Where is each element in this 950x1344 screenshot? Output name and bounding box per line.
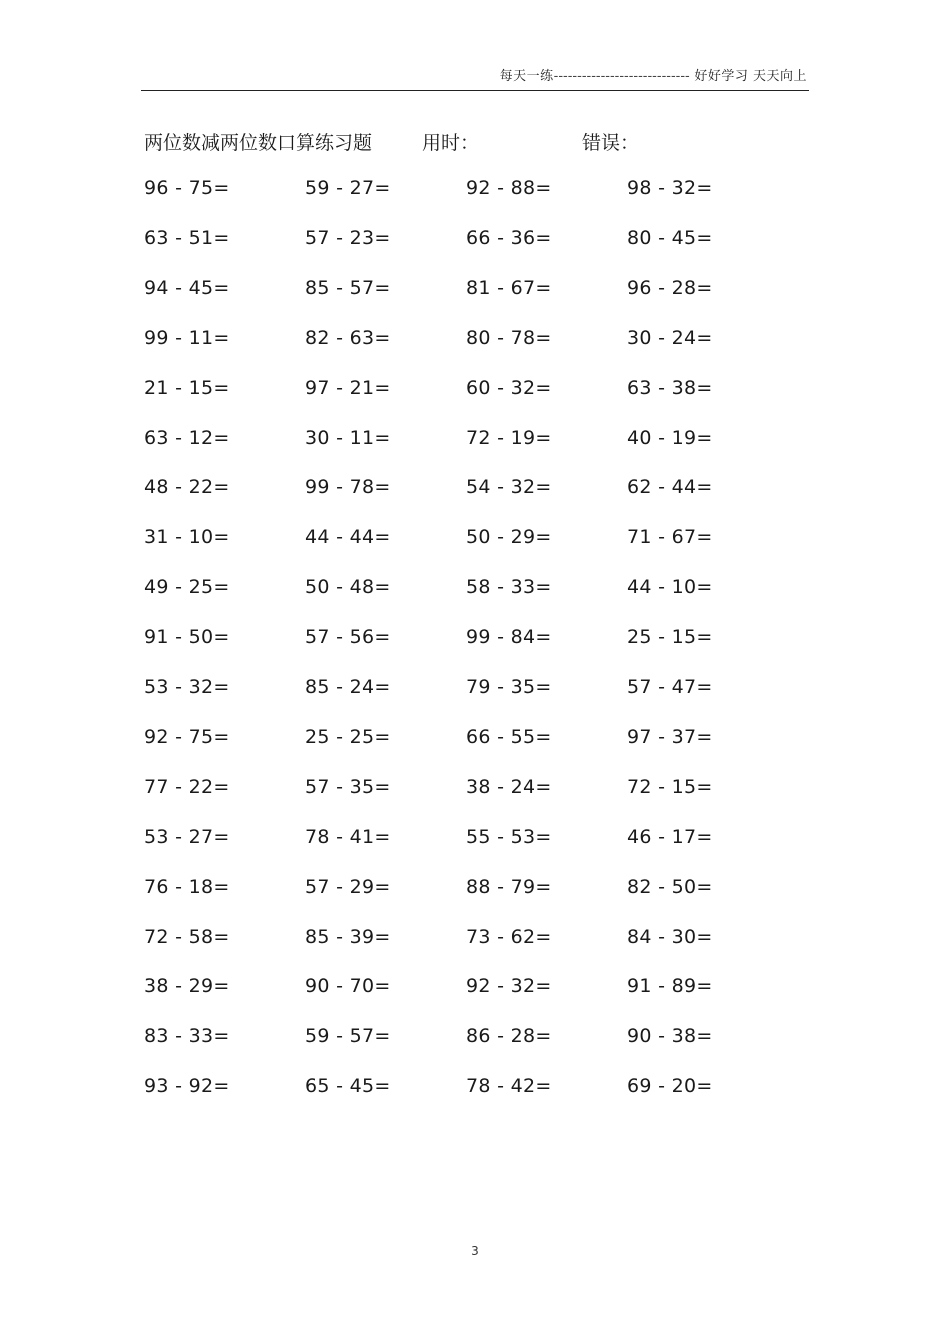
problem-item: 92 - 32= (466, 975, 552, 998)
problem-item: 76 - 18= (144, 875, 230, 898)
problem-item: 85 - 24= (305, 676, 391, 698)
problem-item: 82 - 63= (305, 326, 391, 349)
problem-item: 80 - 45= (627, 226, 713, 249)
problem-item: 57 - 56= (305, 626, 391, 649)
problem-item: 81 - 67= (466, 276, 552, 299)
problem-item: 54 - 32= (466, 476, 552, 499)
page-number: 3 (471, 1244, 479, 1258)
problem-item: 63 - 12= (144, 426, 230, 449)
problem-item: 86 - 28= (466, 1025, 552, 1048)
problem-item: 58 - 33= (466, 576, 552, 599)
problem-item: 50 - 29= (466, 526, 552, 549)
problem-item: 96 - 28= (627, 276, 713, 299)
problem-item: 91 - 89= (627, 975, 713, 998)
problem-item: 78 - 41= (305, 825, 391, 848)
problem-item: 57 - 29= (305, 875, 391, 898)
problem-item: 90 - 70= (305, 975, 391, 998)
problem-item: 48 - 22= (144, 476, 230, 499)
problem-item: 92 - 88= (466, 177, 552, 199)
header-dashes: ----------------------------- (553, 69, 690, 84)
problem-item: 83 - 33= (144, 1025, 230, 1048)
problem-item: 85 - 57= (305, 276, 391, 299)
problem-item: 53 - 27= (144, 825, 230, 848)
problem-item: 71 - 67= (627, 526, 713, 549)
errors-label: 错误： (582, 132, 640, 154)
problem-item: 40 - 19= (627, 426, 713, 449)
problem-item: 97 - 21= (305, 376, 391, 399)
problem-item: 92 - 75= (144, 725, 230, 748)
header-right-text: 好好学习 天天向上 (694, 69, 807, 84)
problem-item: 80 - 78= (466, 326, 552, 349)
problem-item: 73 - 62= (466, 925, 552, 948)
problem-item: 66 - 55= (466, 725, 552, 748)
problem-item: 96 - 75= (144, 177, 230, 199)
problem-item: 82 - 50= (627, 875, 713, 898)
problem-item: 38 - 24= (466, 775, 552, 798)
problem-item: 84 - 30= (627, 925, 713, 948)
problem-item: 59 - 57= (305, 1025, 391, 1048)
problem-item: 69 - 20= (627, 1075, 713, 1098)
time-label: 用时： (422, 132, 480, 154)
problem-item: 99 - 78= (305, 476, 391, 499)
problem-item: 72 - 15= (627, 775, 713, 798)
problem-item: 57 - 35= (305, 775, 391, 798)
problem-item: 63 - 38= (627, 376, 713, 399)
problem-item: 31 - 10= (144, 526, 230, 549)
problem-item: 66 - 36= (466, 226, 552, 249)
header-left-text: 每天一练 (499, 69, 554, 84)
problem-item: 53 - 32= (144, 676, 230, 698)
problem-item: 99 - 11= (144, 326, 230, 349)
problem-item: 91 - 50= (144, 626, 230, 649)
worksheet-title: 两位数减两位数口算练习题 (144, 132, 373, 154)
problem-item: 57 - 23= (305, 226, 391, 249)
problem-item: 93 - 92= (144, 1075, 230, 1098)
problem-item: 99 - 84= (466, 626, 552, 649)
problem-item: 88 - 79= (466, 875, 552, 898)
problem-item: 57 - 47= (627, 676, 713, 698)
problem-item: 97 - 37= (627, 725, 713, 748)
problem-item: 30 - 24= (627, 326, 713, 349)
problem-item: 79 - 35= (466, 676, 552, 698)
problem-item: 25 - 25= (305, 725, 391, 748)
problem-item: 21 - 15= (144, 376, 230, 399)
problem-item: 63 - 51= (144, 226, 230, 249)
problem-item: 59 - 27= (305, 177, 391, 199)
problem-item: 50 - 48= (305, 576, 391, 599)
problem-item: 25 - 15= (627, 626, 713, 649)
problem-item: 78 - 42= (466, 1075, 552, 1098)
problem-item: 77 - 22= (144, 775, 230, 798)
problem-item: 44 - 44= (305, 526, 391, 549)
problem-item: 38 - 29= (144, 975, 230, 998)
problem-item: 98 - 32= (627, 177, 713, 199)
problem-item: 55 - 53= (466, 825, 552, 848)
problem-item: 94 - 45= (144, 276, 230, 299)
problem-item: 49 - 25= (144, 576, 230, 599)
problem-item: 60 - 32= (466, 376, 552, 399)
problem-item: 72 - 58= (144, 925, 230, 948)
problem-item: 90 - 38= (627, 1025, 713, 1048)
problem-item: 72 - 19= (466, 426, 552, 449)
problem-item: 62 - 44= (627, 476, 713, 499)
problem-item: 46 - 17= (627, 825, 713, 848)
problem-item: 30 - 11= (305, 426, 391, 449)
problem-item: 44 - 10= (627, 576, 713, 599)
problem-item: 85 - 39= (305, 925, 391, 948)
problem-item: 65 - 45= (305, 1075, 391, 1098)
